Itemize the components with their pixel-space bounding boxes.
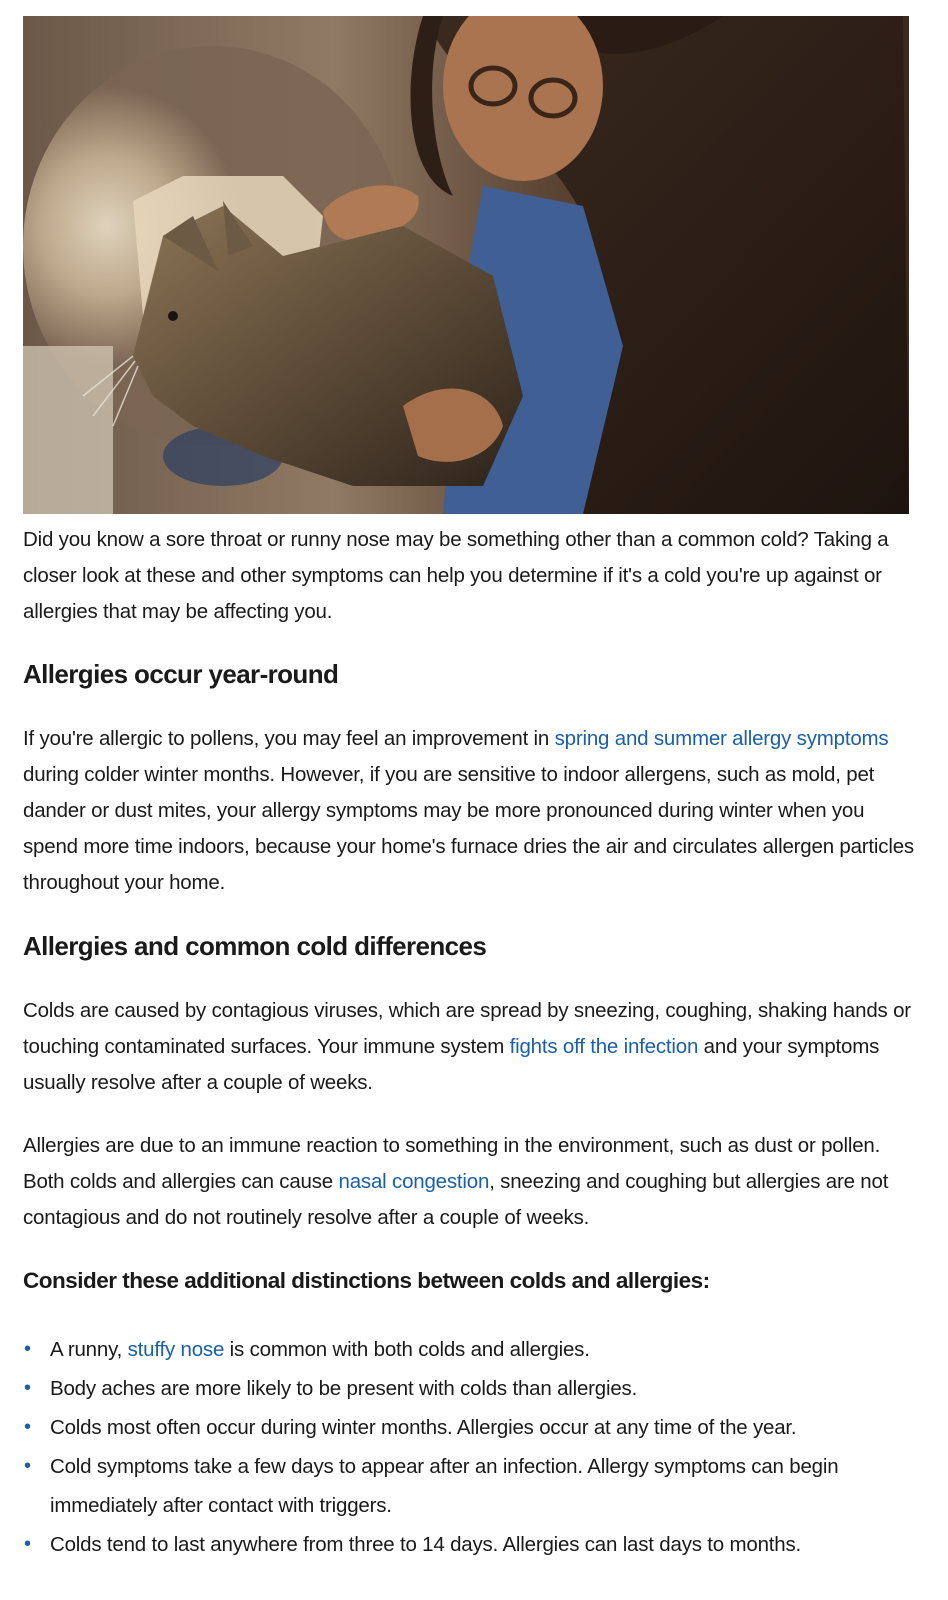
section-heading-year-round: Allergies occur year-round bbox=[23, 659, 339, 689]
list-item-text: Cold symptoms take a few days to appear after an infection. Allergy symptoms can begin immediately after contact with triggers. bbox=[50, 1455, 839, 1517]
list-item bbox=[23, 1369, 918, 1408]
text-fragment: If you're allergic to pollens, you may feel an improvement in bbox=[23, 727, 555, 750]
link-spring-summer-allergy[interactable]: spring and summer allergy symptoms bbox=[554, 727, 889, 750]
hero-photo-woman-holding-cat bbox=[23, 16, 909, 514]
section-heading-differences: Allergies and common cold differences bbox=[23, 931, 487, 961]
bullet-icon: • bbox=[24, 1533, 31, 1555]
list-item bbox=[23, 1408, 918, 1447]
list-item-text: Colds most often occur during winter months. Allergies occur at any time of the year. bbox=[50, 1416, 797, 1439]
bullet-icon: • bbox=[24, 1455, 31, 1477]
text-fragment: A runny, bbox=[50, 1338, 128, 1361]
allergies-paragraph bbox=[23, 1128, 918, 1236]
year-round-paragraph bbox=[23, 721, 918, 901]
list-item-text: Body aches are more likely to be present with colds than allergies. bbox=[50, 1377, 638, 1400]
text-fragment: is common with both colds and allergies. bbox=[224, 1338, 590, 1361]
intro-paragraph: Did you know a sore throat or runny nose may be something other than a common cold? Taking a closer look at these and other symptoms can help you determine if it's a cold you're up against or allergies that may be affecting you. bbox=[23, 528, 889, 623]
colds-paragraph bbox=[23, 993, 918, 1101]
article-body bbox=[23, 522, 918, 1564]
list-item bbox=[23, 1525, 918, 1564]
distinctions-list bbox=[23, 1330, 918, 1564]
link-stuffy-nose[interactable]: stuffy nose bbox=[127, 1338, 225, 1361]
text-fragment: during colder winter months. However, if you are sensitive to indoor allergens, such as mold, pet dander or dust mites, your allergy symptoms may be more pronounced during winter when you spend more time indoors, because your home's furnace dries the air and circulates allergen particles throughout your home. bbox=[23, 763, 914, 894]
link-fights-off-infection[interactable]: fights off the infection bbox=[509, 1035, 699, 1058]
text-fragment: and your symptoms usually resolve after a couple of weeks. bbox=[23, 1035, 880, 1094]
bullet-icon: • bbox=[24, 1416, 31, 1438]
list-item bbox=[23, 1447, 918, 1525]
text-fragment: Colds are caused by contagious viruses, which are spread by sneezing, coughing, shaking hands or touching contaminated surfaces. Your immune system bbox=[23, 999, 911, 1058]
link-nasal-congestion[interactable]: nasal congestion bbox=[338, 1170, 490, 1193]
bullet-icon: • bbox=[24, 1338, 31, 1360]
text-fragment: Allergies are due to an immune reaction to something in the environment, such as dust or pollen. Both colds and allergies can cause bbox=[23, 1134, 881, 1193]
list-item bbox=[23, 1330, 918, 1369]
hero-image bbox=[23, 16, 909, 514]
section-heading-distinctions: Consider these additional distinctions between colds and allergies: bbox=[23, 1268, 710, 1293]
text-fragment: , sneezing and coughing but allergies are not contagious and do not routinely resolve after a couple of weeks. bbox=[23, 1170, 889, 1229]
list-item-text: Colds tend to last anywhere from three to 14 days. Allergies can last days to months. bbox=[50, 1533, 802, 1556]
bullet-icon: • bbox=[24, 1377, 31, 1399]
